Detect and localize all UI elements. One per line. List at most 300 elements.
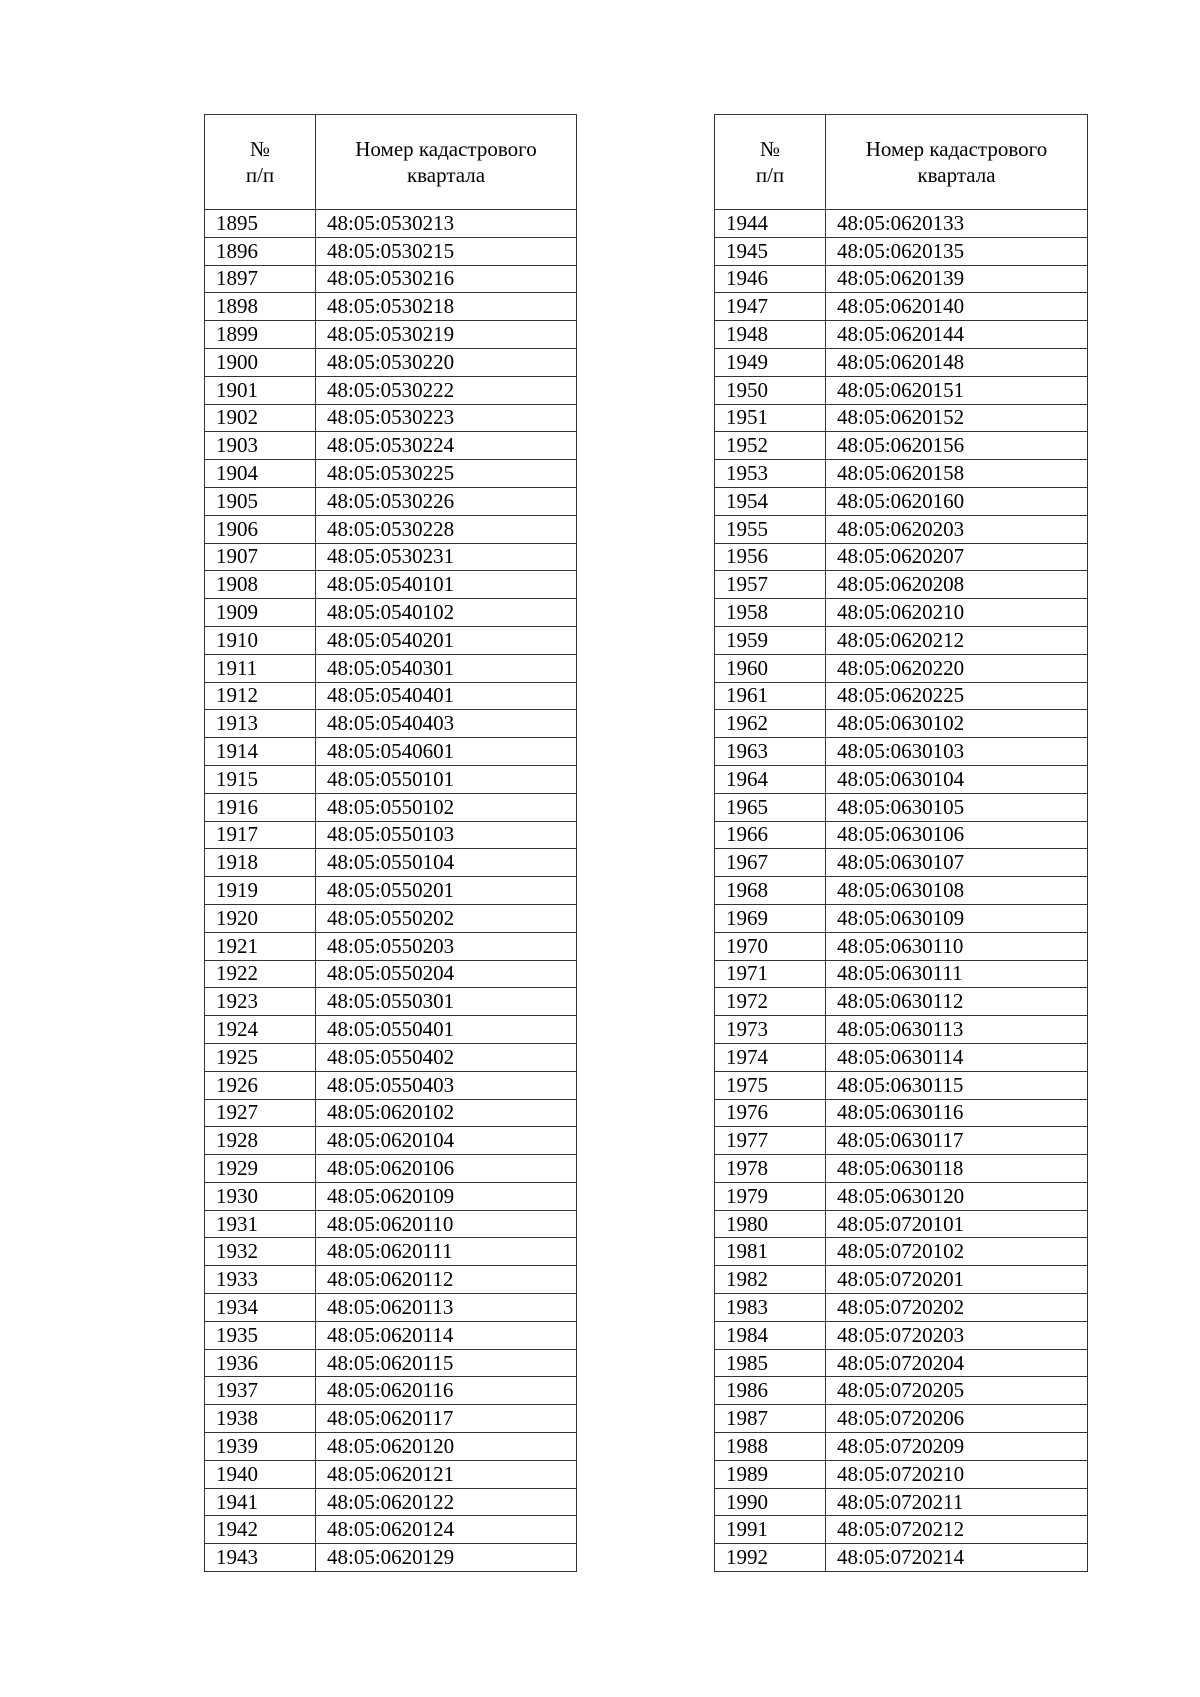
row-number-cell: 1923: [205, 988, 316, 1016]
row-number-cell: 1961: [715, 682, 826, 710]
cadastral-number-cell: 48:05:0630112: [826, 988, 1088, 1016]
table-row: [715, 793, 1088, 821]
row-number-cell: 1947: [715, 293, 826, 321]
cadastral-number-cell: 48:05:0630118: [826, 1155, 1088, 1183]
cadastral-number-cell: 48:05:0530226: [316, 487, 577, 515]
table-row: [205, 543, 577, 571]
cadastral-number-cell: 48:05:0620207: [826, 543, 1088, 571]
table-row: [205, 738, 577, 766]
table-row: [205, 765, 577, 793]
cadastral-number-cell: 48:05:0630116: [826, 1099, 1088, 1127]
cadastral-header-line1: Номер кадастрового: [355, 137, 537, 161]
row-number-cell: 1917: [205, 821, 316, 849]
number-header-symbol: №: [759, 137, 781, 161]
table-row: [715, 404, 1088, 432]
cadastral-number-cell: 48:05:0550403: [316, 1071, 577, 1099]
row-number-cell: 1960: [715, 654, 826, 682]
row-number-cell: 1967: [715, 849, 826, 877]
row-number-cell: 1964: [715, 765, 826, 793]
row-number-cell: 1992: [715, 1544, 826, 1572]
cadastral-table-left: [204, 114, 577, 1572]
table-row: [205, 1321, 577, 1349]
row-number-cell: 1922: [205, 960, 316, 988]
table-row: [205, 1294, 577, 1322]
cadastral-number-cell: 48:05:0720204: [826, 1349, 1088, 1377]
row-number-cell: 1973: [715, 1016, 826, 1044]
row-number-cell: 1946: [715, 265, 826, 293]
cadastral-number-cell: 48:05:0550301: [316, 988, 577, 1016]
cadastral-number-cell: 48:05:0720210: [826, 1460, 1088, 1488]
table-row: [715, 1488, 1088, 1516]
row-number-cell: 1950: [715, 376, 826, 404]
cadastral-number-cell: 48:05:0630103: [826, 738, 1088, 766]
row-number-cell: 1948: [715, 321, 826, 349]
table-body-left: [205, 210, 577, 1572]
cadastral-number-cell: 48:05:0540401: [316, 682, 577, 710]
cadastral-number-cell: 48:05:0540101: [316, 571, 577, 599]
cadastral-number-cell: 48:05:0530228: [316, 515, 577, 543]
row-number-cell: 1991: [715, 1516, 826, 1544]
cadastral-number-cell: 48:05:0620102: [316, 1099, 577, 1127]
row-number-cell: 1966: [715, 821, 826, 849]
cadastral-number-cell: 48:05:0720211: [826, 1488, 1088, 1516]
table-row: [205, 321, 577, 349]
row-number-cell: 1897: [205, 265, 316, 293]
cadastral-number-cell: 48:05:0620116: [316, 1377, 577, 1405]
cadastral-number-cell: 48:05:0530220: [316, 348, 577, 376]
table-row: [205, 460, 577, 488]
table-row: [715, 210, 1088, 238]
table-row: [715, 1405, 1088, 1433]
table-row: [205, 821, 577, 849]
table-row: [715, 293, 1088, 321]
table-row: [205, 1071, 577, 1099]
row-number-cell: 1969: [715, 904, 826, 932]
row-number-cell: 1932: [205, 1238, 316, 1266]
cadastral-number-cell: 48:05:0630106: [826, 821, 1088, 849]
row-number-cell: 1974: [715, 1043, 826, 1071]
cadastral-number-cell: 48:05:0630109: [826, 904, 1088, 932]
cadastral-number-cell: 48:05:0720101: [826, 1210, 1088, 1238]
row-number-cell: 1955: [715, 515, 826, 543]
table-row: [205, 404, 577, 432]
cadastral-number-cell: 48:05:0620158: [826, 460, 1088, 488]
table-row: [715, 543, 1088, 571]
cadastral-number-cell: 48:05:0530218: [316, 293, 577, 321]
row-number-cell: 1963: [715, 738, 826, 766]
cadastral-number-cell: 48:05:0550401: [316, 1016, 577, 1044]
row-number-cell: 1975: [715, 1071, 826, 1099]
table-row: [715, 321, 1088, 349]
row-number-cell: 1944: [715, 210, 826, 238]
cadastral-number-cell: 48:05:0620203: [826, 515, 1088, 543]
row-number-cell: 1931: [205, 1210, 316, 1238]
row-number-cell: 1920: [205, 904, 316, 932]
table-row: [205, 376, 577, 404]
row-number-cell: 1915: [205, 765, 316, 793]
row-number-cell: 1912: [205, 682, 316, 710]
cadastral-number-cell: 48:05:0550101: [316, 765, 577, 793]
cadastral-number-cell: 48:05:0530213: [316, 210, 577, 238]
cadastral-number-cell: 48:05:0630107: [826, 849, 1088, 877]
row-number-cell: 1954: [715, 487, 826, 515]
cadastral-number-cell: 48:05:0630110: [826, 932, 1088, 960]
cadastral-number-cell: 48:05:0550103: [316, 821, 577, 849]
cadastral-number-cell: 48:05:0620110: [316, 1210, 577, 1238]
cadastral-number-cell: 48:05:0540301: [316, 654, 577, 682]
cadastral-number-cell: 48:05:0720214: [826, 1544, 1088, 1572]
row-number-cell: 1953: [715, 460, 826, 488]
cadastral-number-cell: 48:05:0540201: [316, 626, 577, 654]
row-number-cell: 1972: [715, 988, 826, 1016]
row-number-cell: 1958: [715, 599, 826, 627]
table-row: [205, 1210, 577, 1238]
row-number-cell: 1976: [715, 1099, 826, 1127]
row-number-cell: 1941: [205, 1488, 316, 1516]
cadastral-number-cell: 48:05:0720202: [826, 1294, 1088, 1322]
row-number-cell: 1982: [715, 1266, 826, 1294]
cadastral-number-cell: 48:05:0630117: [826, 1127, 1088, 1155]
cadastral-number-cell: 48:05:0720203: [826, 1321, 1088, 1349]
table-row: [715, 487, 1088, 515]
cadastral-number-cell: 48:05:0620220: [826, 654, 1088, 682]
table-row: [715, 1043, 1088, 1071]
row-number-cell: 1930: [205, 1182, 316, 1210]
table-row: [715, 1071, 1088, 1099]
cadastral-number-cell: 48:05:0620151: [826, 376, 1088, 404]
row-number-cell: 1902: [205, 404, 316, 432]
cadastral-number-cell: 48:05:0620124: [316, 1516, 577, 1544]
row-number-cell: 1925: [205, 1043, 316, 1071]
cadastral-number-cell: 48:05:0620114: [316, 1321, 577, 1349]
row-number-cell: 1905: [205, 487, 316, 515]
cadastral-number-cell: 48:05:0620148: [826, 348, 1088, 376]
row-number-cell: 1924: [205, 1016, 316, 1044]
row-number-cell: 1981: [715, 1238, 826, 1266]
row-number-cell: 1970: [715, 932, 826, 960]
row-number-cell: 1989: [715, 1460, 826, 1488]
row-number-cell: 1901: [205, 376, 316, 404]
cadastral-number-cell: 48:05:0630120: [826, 1182, 1088, 1210]
cadastral-number-cell: 48:05:0550102: [316, 793, 577, 821]
cadastral-number-cell: 48:05:0720212: [826, 1516, 1088, 1544]
cadastral-number-cell: 48:05:0630104: [826, 765, 1088, 793]
table-row: [205, 571, 577, 599]
row-number-cell: 1962: [715, 710, 826, 738]
table-header-row: [205, 115, 577, 210]
table-row: [205, 1516, 577, 1544]
number-column-header: [205, 115, 316, 210]
row-number-cell: 1959: [715, 626, 826, 654]
row-number-cell: 1937: [205, 1377, 316, 1405]
row-number-cell: 1907: [205, 543, 316, 571]
table-row: [205, 1349, 577, 1377]
cadastral-number-cell: 48:05:0720201: [826, 1266, 1088, 1294]
row-number-cell: 1909: [205, 599, 316, 627]
row-number-cell: 1980: [715, 1210, 826, 1238]
table-row: [715, 1544, 1088, 1572]
table-row: [715, 849, 1088, 877]
table-row: [205, 904, 577, 932]
cadastral-number-cell: 48:05:0620113: [316, 1294, 577, 1322]
number-header-symbol: №: [249, 137, 271, 161]
table-row: [205, 1266, 577, 1294]
table-row: [205, 1043, 577, 1071]
table-row: [205, 265, 577, 293]
table-row: [205, 599, 577, 627]
cadastral-number-cell: 48:05:0550202: [316, 904, 577, 932]
cadastral-number-cell: 48:05:0530224: [316, 432, 577, 460]
table-row: [715, 738, 1088, 766]
cadastral-number-cell: 48:05:0620111: [316, 1238, 577, 1266]
cadastral-number-cell: 48:05:0620104: [316, 1127, 577, 1155]
cadastral-number-cell: 48:05:0620129: [316, 1544, 577, 1572]
table-row: [715, 682, 1088, 710]
row-number-cell: 1896: [205, 237, 316, 265]
table-row: [205, 1099, 577, 1127]
table-row: [715, 1516, 1088, 1544]
table-row: [205, 1377, 577, 1405]
cadastral-number-cell: 48:05:0530225: [316, 460, 577, 488]
cadastral-number-cell: 48:05:0620160: [826, 487, 1088, 515]
row-number-cell: 1916: [205, 793, 316, 821]
table-row: [715, 1127, 1088, 1155]
row-number-cell: 1979: [715, 1182, 826, 1210]
table-row: [715, 1238, 1088, 1266]
row-number-cell: 1985: [715, 1349, 826, 1377]
table-row: [715, 1266, 1088, 1294]
table-row: [205, 210, 577, 238]
table-row: [715, 515, 1088, 543]
cadastral-number-cell: 48:05:0620144: [826, 321, 1088, 349]
row-number-cell: 1943: [205, 1544, 316, 1572]
row-number-cell: 1911: [205, 654, 316, 682]
cadastral-number-cell: 48:05:0720102: [826, 1238, 1088, 1266]
row-number-cell: 1895: [205, 210, 316, 238]
table-header-row: [715, 115, 1088, 210]
row-number-cell: 1926: [205, 1071, 316, 1099]
row-number-cell: 1919: [205, 877, 316, 905]
table-row: [715, 237, 1088, 265]
cadastral-number-cell: 48:05:0720206: [826, 1405, 1088, 1433]
row-number-cell: 1956: [715, 543, 826, 571]
table-row: [205, 877, 577, 905]
cadastral-number-cell: 48:05:0530222: [316, 376, 577, 404]
row-number-cell: 1957: [715, 571, 826, 599]
table-row: [715, 1377, 1088, 1405]
cadastral-number-cell: 48:05:0620135: [826, 237, 1088, 265]
row-number-cell: 1933: [205, 1266, 316, 1294]
cadastral-number-cell: 48:05:0620210: [826, 599, 1088, 627]
table-row: [205, 1460, 577, 1488]
table-row: [205, 432, 577, 460]
table-row: [715, 348, 1088, 376]
table-row: [715, 265, 1088, 293]
table-row: [205, 348, 577, 376]
table-row: [205, 487, 577, 515]
table-row: [205, 1016, 577, 1044]
row-number-cell: 1913: [205, 710, 316, 738]
cadastral-number-cell: 48:05:0540601: [316, 738, 577, 766]
table-row: [205, 1405, 577, 1433]
cadastral-table-right: [714, 114, 1088, 1572]
row-number-cell: 1929: [205, 1155, 316, 1183]
cadastral-column-header: [316, 115, 577, 210]
table-row: [715, 710, 1088, 738]
cadastral-number-cell: 48:05:0550203: [316, 932, 577, 960]
table-row: [715, 1460, 1088, 1488]
row-number-cell: 1951: [715, 404, 826, 432]
table-row: [205, 1155, 577, 1183]
cadastral-number-cell: 48:05:0620139: [826, 265, 1088, 293]
table-row: [205, 1238, 577, 1266]
cadastral-number-cell: 48:05:0530219: [316, 321, 577, 349]
cadastral-number-cell: 48:05:0620140: [826, 293, 1088, 321]
cadastral-number-cell: 48:05:0530231: [316, 543, 577, 571]
row-number-cell: 1942: [205, 1516, 316, 1544]
table-row: [205, 988, 577, 1016]
row-number-cell: 1914: [205, 738, 316, 766]
table-row: [205, 1488, 577, 1516]
table-row: [205, 626, 577, 654]
row-number-cell: 1984: [715, 1321, 826, 1349]
row-number-cell: 1900: [205, 348, 316, 376]
row-number-cell: 1988: [715, 1433, 826, 1461]
row-number-cell: 1906: [205, 515, 316, 543]
cadastral-number-cell: 48:05:0530215: [316, 237, 577, 265]
table-row: [205, 682, 577, 710]
table-row: [715, 1099, 1088, 1127]
table-row: [715, 877, 1088, 905]
table-row: [715, 1182, 1088, 1210]
cadastral-number-cell: 48:05:0550204: [316, 960, 577, 988]
cadastral-number-cell: 48:05:0540403: [316, 710, 577, 738]
cadastral-number-cell: 48:05:0620117: [316, 1405, 577, 1433]
cadastral-number-cell: 48:05:0630102: [826, 710, 1088, 738]
cadastral-number-cell: 48:05:0620152: [826, 404, 1088, 432]
row-number-cell: 1904: [205, 460, 316, 488]
row-number-cell: 1910: [205, 626, 316, 654]
number-header-abbrev: п/п: [245, 163, 275, 187]
row-number-cell: 1898: [205, 293, 316, 321]
number-header-abbrev: п/п: [755, 163, 785, 187]
cadastral-number-cell: 48:05:0620212: [826, 626, 1088, 654]
table-row: [715, 960, 1088, 988]
cadastral-number-cell: 48:05:0620121: [316, 1460, 577, 1488]
number-column-header: [715, 115, 826, 210]
row-number-cell: 1934: [205, 1294, 316, 1322]
cadastral-number-cell: 48:05:0630114: [826, 1043, 1088, 1071]
cadastral-number-cell: 48:05:0630105: [826, 793, 1088, 821]
table-row: [715, 432, 1088, 460]
row-number-cell: 1939: [205, 1433, 316, 1461]
table-row: [715, 765, 1088, 793]
table-row: [715, 626, 1088, 654]
cadastral-number-cell: 48:05:0620112: [316, 1266, 577, 1294]
row-number-cell: 1936: [205, 1349, 316, 1377]
row-number-cell: 1928: [205, 1127, 316, 1155]
table-row: [205, 960, 577, 988]
table-row: [205, 710, 577, 738]
table-row: [205, 654, 577, 682]
cadastral-number-cell: 48:05:0620120: [316, 1433, 577, 1461]
table-row: [205, 849, 577, 877]
cadastral-number-cell: 48:05:0540102: [316, 599, 577, 627]
row-number-cell: 1903: [205, 432, 316, 460]
table-row: [205, 1433, 577, 1461]
table-row: [715, 1349, 1088, 1377]
row-number-cell: 1908: [205, 571, 316, 599]
cadastral-number-cell: 48:05:0720205: [826, 1377, 1088, 1405]
cadastral-number-cell: 48:05:0720209: [826, 1433, 1088, 1461]
cadastral-number-cell: 48:05:0550201: [316, 877, 577, 905]
cadastral-number-cell: 48:05:0620208: [826, 571, 1088, 599]
cadastral-header-line2: квартала: [917, 163, 996, 187]
row-number-cell: 1987: [715, 1405, 826, 1433]
cadastral-number-cell: 48:05:0620106: [316, 1155, 577, 1183]
row-number-cell: 1899: [205, 321, 316, 349]
row-number-cell: 1918: [205, 849, 316, 877]
row-number-cell: 1921: [205, 932, 316, 960]
cadastral-number-cell: 48:05:0550402: [316, 1043, 577, 1071]
row-number-cell: 1965: [715, 793, 826, 821]
cadastral-header-line1: Номер кадастрового: [865, 137, 1048, 161]
row-number-cell: 1990: [715, 1488, 826, 1516]
row-number-cell: 1968: [715, 877, 826, 905]
table-row: [715, 1433, 1088, 1461]
table-row: [715, 571, 1088, 599]
row-number-cell: 1977: [715, 1127, 826, 1155]
table-row: [715, 932, 1088, 960]
cadastral-number-cell: 48:05:0550104: [316, 849, 577, 877]
cadastral-number-cell: 48:05:0620122: [316, 1488, 577, 1516]
row-number-cell: 1945: [715, 237, 826, 265]
cadastral-number-cell: 48:05:0620109: [316, 1182, 577, 1210]
table-row: [205, 793, 577, 821]
table-row: [715, 1016, 1088, 1044]
table-row: [205, 293, 577, 321]
table-row: [715, 654, 1088, 682]
cadastral-number-cell: 48:05:0630113: [826, 1016, 1088, 1044]
table-row: [715, 1210, 1088, 1238]
table-row: [715, 1321, 1088, 1349]
row-number-cell: 1952: [715, 432, 826, 460]
table-row: [715, 376, 1088, 404]
table-body-right: [715, 210, 1088, 1572]
table-row: [205, 1544, 577, 1572]
cadastral-column-header: [826, 115, 1088, 210]
table-row: [205, 1127, 577, 1155]
table-row: [715, 1155, 1088, 1183]
row-number-cell: 1940: [205, 1460, 316, 1488]
row-number-cell: 1935: [205, 1321, 316, 1349]
cadastral-number-cell: 48:05:0620133: [826, 210, 1088, 238]
cadastral-number-cell: 48:05:0530216: [316, 265, 577, 293]
cadastral-number-cell: 48:05:0630115: [826, 1071, 1088, 1099]
row-number-cell: 1986: [715, 1377, 826, 1405]
cadastral-number-cell: 48:05:0620225: [826, 682, 1088, 710]
row-number-cell: 1971: [715, 960, 826, 988]
table-row: [205, 1182, 577, 1210]
table-row: [715, 904, 1088, 932]
table-row: [715, 460, 1088, 488]
cadastral-number-cell: 48:05:0620115: [316, 1349, 577, 1377]
row-number-cell: 1927: [205, 1099, 316, 1127]
row-number-cell: 1938: [205, 1405, 316, 1433]
table-row: [205, 237, 577, 265]
row-number-cell: 1983: [715, 1294, 826, 1322]
row-number-cell: 1949: [715, 348, 826, 376]
